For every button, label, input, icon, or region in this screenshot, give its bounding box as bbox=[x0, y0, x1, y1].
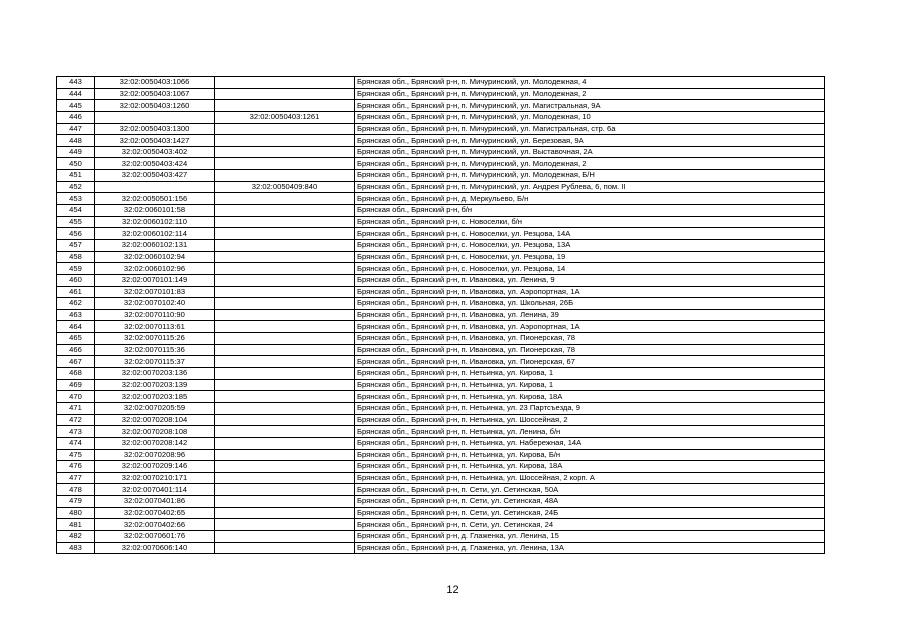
cadastral-number-cell: 32:02:0070401:114 bbox=[95, 484, 215, 496]
row-number-cell: 447 bbox=[57, 123, 95, 135]
cadastral-number-cell: 32:02:0050403:1427 bbox=[95, 135, 215, 147]
row-number-cell: 446 bbox=[57, 111, 95, 123]
table-row bbox=[57, 496, 825, 508]
cadastral-number-cell: 32:02:0060101:58 bbox=[95, 205, 215, 217]
address-cell: Брянская обл., Брянский р-н, п. Мичуринский, ул. Молодежная, Б/Н bbox=[355, 170, 825, 182]
address-cell: Брянская обл., Брянский р-н, п. Нетьинка, ул. Кирова, 1 bbox=[355, 379, 825, 391]
row-number-cell: 462 bbox=[57, 298, 95, 310]
address-cell: Брянская обл., Брянский р-н, п. Нетьинка, ул. Кирова, 1 bbox=[355, 368, 825, 380]
cadastral-number-cell bbox=[95, 111, 215, 123]
row-number-cell: 466 bbox=[57, 344, 95, 356]
row-number-cell: 478 bbox=[57, 484, 95, 496]
table-row bbox=[57, 77, 825, 89]
address-cell: Брянская обл., Брянский р-н, п. Ивановка, ул. Школьная, 26Б bbox=[355, 298, 825, 310]
cadastral-number-cell: 32:02:0070101:83 bbox=[95, 286, 215, 298]
cadastral-number-cell: 32:02:0070102:40 bbox=[95, 298, 215, 310]
cadastral-number-cell: 32:02:0070203:136 bbox=[95, 368, 215, 380]
cadastral-number-alt-cell bbox=[215, 239, 355, 251]
address-cell: Брянская обл., Брянский р-н, с. Новоселки, ул. Резцова, 14 bbox=[355, 263, 825, 275]
cadastral-number-cell: 32:02:0050501:156 bbox=[95, 193, 215, 205]
cadastral-number-alt-cell bbox=[215, 251, 355, 263]
address-cell: Брянская обл., Брянский р-н, п. Ивановка, ул. Аэропортная, 1А bbox=[355, 286, 825, 298]
address-cell: Брянская обл., Брянский р-н, п. Нетьинка, ул. Кирова, Б/н bbox=[355, 449, 825, 461]
address-cell: Брянская обл., Брянский р-н, д. Глаженка, ул. Ленина, 15 bbox=[355, 530, 825, 542]
row-number-cell: 449 bbox=[57, 146, 95, 158]
cadastral-number-alt-cell bbox=[215, 286, 355, 298]
row-number-cell: 454 bbox=[57, 205, 95, 217]
cadastral-number-alt-cell bbox=[215, 321, 355, 333]
address-cell: Брянская обл., Брянский р-н, д. Меркульево, Б/н bbox=[355, 193, 825, 205]
cadastral-number-alt-cell bbox=[215, 135, 355, 147]
row-number-cell: 471 bbox=[57, 402, 95, 414]
cadastral-number-alt-cell bbox=[215, 77, 355, 89]
table-row bbox=[57, 181, 825, 193]
row-number-cell: 448 bbox=[57, 135, 95, 147]
row-number-cell: 480 bbox=[57, 507, 95, 519]
address-cell: Брянская обл., Брянский р-н, с. Новоселки, ул. Резцова, 13А bbox=[355, 239, 825, 251]
row-number-cell: 477 bbox=[57, 472, 95, 484]
table-row bbox=[57, 461, 825, 473]
cadastral-number-alt-cell bbox=[215, 158, 355, 170]
cadastral-number-cell: 32:02:0050403:402 bbox=[95, 146, 215, 158]
table-row bbox=[57, 205, 825, 217]
cadastral-number-alt-cell: 32:02:0050409:840 bbox=[215, 181, 355, 193]
cadastral-number-alt-cell bbox=[215, 530, 355, 542]
table-row bbox=[57, 286, 825, 298]
table-row bbox=[57, 123, 825, 135]
address-cell: Брянская обл., Брянский р-н, п. Мичуринский, ул. Молодежная, 2 bbox=[355, 158, 825, 170]
cadastral-number-cell: 32:02:0050403:1066 bbox=[95, 77, 215, 89]
table-row bbox=[57, 530, 825, 542]
row-number-cell: 444 bbox=[57, 88, 95, 100]
row-number-cell: 450 bbox=[57, 158, 95, 170]
table-row bbox=[57, 414, 825, 426]
cadastral-number-cell: 32:02:0070115:26 bbox=[95, 333, 215, 345]
cadastral-number-alt-cell bbox=[215, 379, 355, 391]
address-cell: Брянская обл., Брянский р-н, п. Мичуринский, ул. Молодежная, 10 bbox=[355, 111, 825, 123]
table-row bbox=[57, 146, 825, 158]
cadastral-number-alt-cell bbox=[215, 344, 355, 356]
cadastral-number-cell: 32:02:0070101:149 bbox=[95, 274, 215, 286]
cadastral-number-alt-cell bbox=[215, 333, 355, 345]
table-row bbox=[57, 193, 825, 205]
cadastral-table-body bbox=[57, 77, 825, 554]
cadastral-number-alt-cell bbox=[215, 123, 355, 135]
cadastral-number-cell: 32:02:0070401:86 bbox=[95, 496, 215, 508]
address-cell: Брянская обл., Брянский р-н, п. Ивановка, ул. Пионерская, 78 bbox=[355, 344, 825, 356]
address-cell: Брянская обл., Брянский р-н, п. Мичуринский, ул. Молодежная, 4 bbox=[355, 77, 825, 89]
cadastral-number-alt-cell bbox=[215, 274, 355, 286]
address-cell: Брянская обл., Брянский р-н, с. Новоселки, ул. Резцова, 19 bbox=[355, 251, 825, 263]
table-row bbox=[57, 507, 825, 519]
cadastral-number-alt-cell bbox=[215, 449, 355, 461]
address-cell: Брянская обл., Брянский р-н, п. Мичуринский, ул. Магистральная, стр. 6а bbox=[355, 123, 825, 135]
row-number-cell: 481 bbox=[57, 519, 95, 531]
row-number-cell: 467 bbox=[57, 356, 95, 368]
table-row bbox=[57, 484, 825, 496]
cadastral-number-alt-cell bbox=[215, 263, 355, 275]
cadastral-number-cell: 32:02:0070203:185 bbox=[95, 391, 215, 403]
cadastral-number-alt-cell bbox=[215, 228, 355, 240]
row-number-cell: 461 bbox=[57, 286, 95, 298]
table-row bbox=[57, 216, 825, 228]
cadastral-number-alt-cell bbox=[215, 414, 355, 426]
cadastral-number-alt-cell bbox=[215, 496, 355, 508]
cadastral-number-alt-cell bbox=[215, 88, 355, 100]
row-number-cell: 474 bbox=[57, 437, 95, 449]
address-cell: Брянская обл., Брянский р-н, п. Нетьинка, ул. Кирова, 18А bbox=[355, 461, 825, 473]
row-number-cell: 458 bbox=[57, 251, 95, 263]
cadastral-number-cell: 32:02:0050403:1067 bbox=[95, 88, 215, 100]
cadastral-number-cell: 32:02:0070205:59 bbox=[95, 402, 215, 414]
cadastral-number-cell: 32:02:0050403:1260 bbox=[95, 100, 215, 112]
table-row bbox=[57, 135, 825, 147]
cadastral-number-cell bbox=[95, 181, 215, 193]
address-cell: Брянская обл., Брянский р-н, п. Сети, ул. Сетинская, 24Б bbox=[355, 507, 825, 519]
address-cell: Брянская обл., Брянский р-н, с. Новоселки, ул. Резцова, 14А bbox=[355, 228, 825, 240]
address-cell: Брянская обл., Брянский р-н, п. Ивановка, ул. Пионерская, 78 bbox=[355, 333, 825, 345]
address-cell: Брянская обл., Брянский р-н, п. Сети, ул. Сетинская, 50А bbox=[355, 484, 825, 496]
table-row bbox=[57, 368, 825, 380]
cadastral-number-alt-cell bbox=[215, 368, 355, 380]
cadastral-number-alt-cell bbox=[215, 391, 355, 403]
table-row bbox=[57, 379, 825, 391]
address-cell: Брянская обл., Брянский р-н, п. Мичуринский, ул. Андрея Рублева, 6, пом. II bbox=[355, 181, 825, 193]
cadastral-number-alt-cell bbox=[215, 507, 355, 519]
cadastral-number-cell: 32:02:0070210:171 bbox=[95, 472, 215, 484]
cadastral-number-cell: 32:02:0070208:96 bbox=[95, 449, 215, 461]
cadastral-number-cell: 32:02:0070606:140 bbox=[95, 542, 215, 554]
cadastral-number-alt-cell bbox=[215, 542, 355, 554]
table-row bbox=[57, 228, 825, 240]
row-number-cell: 460 bbox=[57, 274, 95, 286]
table-row bbox=[57, 542, 825, 554]
row-number-cell: 476 bbox=[57, 461, 95, 473]
address-cell: Брянская обл., Брянский р-н, п. Нетьинка, ул. Ленина, б/н bbox=[355, 426, 825, 438]
row-number-cell: 483 bbox=[57, 542, 95, 554]
table-row bbox=[57, 321, 825, 333]
cadastral-number-cell: 32:02:0070115:37 bbox=[95, 356, 215, 368]
table-row bbox=[57, 519, 825, 531]
table-row bbox=[57, 333, 825, 345]
address-cell: Брянская обл., Брянский р-н, п. Сети, ул. Сетинская, 48А bbox=[355, 496, 825, 508]
table-row bbox=[57, 158, 825, 170]
address-cell: Брянская обл., Брянский р-н, п. Нетьинка, ул. Набережная, 14А bbox=[355, 437, 825, 449]
row-number-cell: 468 bbox=[57, 368, 95, 380]
cadastral-number-alt-cell bbox=[215, 484, 355, 496]
table-row bbox=[57, 100, 825, 112]
address-cell: Брянская обл., Брянский р-н, п. Мичуринский, ул. Выставочная, 2А bbox=[355, 146, 825, 158]
cadastral-number-alt-cell bbox=[215, 426, 355, 438]
row-number-cell: 465 bbox=[57, 333, 95, 345]
table-row bbox=[57, 344, 825, 356]
cadastral-number-cell: 32:02:0060102:114 bbox=[95, 228, 215, 240]
cadastral-number-cell: 32:02:0070402:65 bbox=[95, 507, 215, 519]
cadastral-number-alt-cell bbox=[215, 461, 355, 473]
table-row bbox=[57, 426, 825, 438]
cadastral-number-cell: 32:02:0070208:142 bbox=[95, 437, 215, 449]
table-row bbox=[57, 170, 825, 182]
address-cell: Брянская обл., Брянский р-н, п. Нетьинка, ул. 23 Партсъезда, 9 bbox=[355, 402, 825, 414]
cadastral-number-alt-cell bbox=[215, 356, 355, 368]
cadastral-number-cell: 32:02:0070110:90 bbox=[95, 309, 215, 321]
row-number-cell: 457 bbox=[57, 239, 95, 251]
table-row bbox=[57, 239, 825, 251]
cadastral-number-cell: 32:02:0070208:108 bbox=[95, 426, 215, 438]
table-row bbox=[57, 274, 825, 286]
cadastral-number-cell: 32:02:0070113:61 bbox=[95, 321, 215, 333]
row-number-cell: 455 bbox=[57, 216, 95, 228]
cadastral-number-alt-cell bbox=[215, 298, 355, 310]
address-cell: Брянская обл., Брянский р-н, п. Ивановка, ул. Ленина, 9 bbox=[355, 274, 825, 286]
address-cell: Брянская обл., Брянский р-н, п. Ивановка, ул. Аэропортная, 1А bbox=[355, 321, 825, 333]
row-number-cell: 443 bbox=[57, 77, 95, 89]
cadastral-number-alt-cell bbox=[215, 402, 355, 414]
cadastral-number-cell: 32:02:0070203:139 bbox=[95, 379, 215, 391]
address-cell: Брянская обл., Брянский р-н, п. Мичуринский, ул. Магистральная, 9А bbox=[355, 100, 825, 112]
row-number-cell: 464 bbox=[57, 321, 95, 333]
address-cell: Брянская обл., Брянский р-н, с. Новоселки, б/н bbox=[355, 216, 825, 228]
address-cell: Брянская обл., Брянский р-н, п. Мичуринский, ул. Березовая, 9А bbox=[355, 135, 825, 147]
row-number-cell: 470 bbox=[57, 391, 95, 403]
table-row bbox=[57, 402, 825, 414]
row-number-cell: 473 bbox=[57, 426, 95, 438]
table-row bbox=[57, 298, 825, 310]
table-row bbox=[57, 309, 825, 321]
table-row bbox=[57, 449, 825, 461]
row-number-cell: 475 bbox=[57, 449, 95, 461]
table-row bbox=[57, 111, 825, 123]
cadastral-number-cell: 32:02:0070208:104 bbox=[95, 414, 215, 426]
row-number-cell: 451 bbox=[57, 170, 95, 182]
address-cell: Брянская обл., Брянский р-н, п. Ивановка, ул. Ленина, 39 bbox=[355, 309, 825, 321]
cadastral-number-cell: 32:02:0060102:96 bbox=[95, 263, 215, 275]
cadastral-number-alt-cell bbox=[215, 437, 355, 449]
address-cell: Брянская обл., Брянский р-н, п. Нетьинка, ул. Кирова, 18А bbox=[355, 391, 825, 403]
row-number-cell: 472 bbox=[57, 414, 95, 426]
cadastral-number-alt-cell bbox=[215, 472, 355, 484]
cadastral-number-cell: 32:02:0050403:424 bbox=[95, 158, 215, 170]
cadastral-number-cell: 32:02:0060102:110 bbox=[95, 216, 215, 228]
cadastral-number-cell: 32:02:0060102:94 bbox=[95, 251, 215, 263]
cadastral-number-cell: 32:02:0070601:76 bbox=[95, 530, 215, 542]
table-row bbox=[57, 251, 825, 263]
address-cell: Брянская обл., Брянский р-н, п. Мичуринский, ул. Молодежная, 2 bbox=[355, 88, 825, 100]
row-number-cell: 452 bbox=[57, 181, 95, 193]
address-cell: Брянская обл., Брянский р-н, д. Глаженка, ул. Ленина, 13А bbox=[355, 542, 825, 554]
cadastral-number-alt-cell bbox=[215, 216, 355, 228]
row-number-cell: 469 bbox=[57, 379, 95, 391]
cadastral-number-alt-cell bbox=[215, 146, 355, 158]
cadastral-number-cell: 32:02:0050403:1300 bbox=[95, 123, 215, 135]
address-cell: Брянская обл., Брянский р-н, п. Нетьинка, ул. Шоссейная, 2 bbox=[355, 414, 825, 426]
cadastral-number-alt-cell bbox=[215, 205, 355, 217]
cadastral-number-alt-cell: 32:02:0050403:1261 bbox=[215, 111, 355, 123]
cadastral-number-cell: 32:02:0060102:131 bbox=[95, 239, 215, 251]
row-number-cell: 463 bbox=[57, 309, 95, 321]
address-cell: Брянская обл., Брянский р-н, п. Сети, ул. Сетинская, 24 bbox=[355, 519, 825, 531]
row-number-cell: 456 bbox=[57, 228, 95, 240]
address-cell: Брянская обл., Брянский р-н, б/н bbox=[355, 205, 825, 217]
cadastral-number-alt-cell bbox=[215, 519, 355, 531]
row-number-cell: 479 bbox=[57, 496, 95, 508]
cadastral-number-alt-cell bbox=[215, 100, 355, 112]
cadastral-table bbox=[56, 76, 825, 554]
table-row bbox=[57, 263, 825, 275]
row-number-cell: 459 bbox=[57, 263, 95, 275]
cadastral-number-cell: 32:02:0070209:146 bbox=[95, 461, 215, 473]
table-row bbox=[57, 391, 825, 403]
cadastral-number-alt-cell bbox=[215, 170, 355, 182]
table-row bbox=[57, 472, 825, 484]
cadastral-number-cell: 32:02:0070402:66 bbox=[95, 519, 215, 531]
row-number-cell: 453 bbox=[57, 193, 95, 205]
table-row bbox=[57, 88, 825, 100]
row-number-cell: 482 bbox=[57, 530, 95, 542]
page-number: 12 bbox=[446, 584, 459, 596]
cadastral-number-alt-cell bbox=[215, 193, 355, 205]
cadastral-number-cell: 32:02:0050403:427 bbox=[95, 170, 215, 182]
table-row bbox=[57, 437, 825, 449]
address-cell: Брянская обл., Брянский р-н, п. Ивановка, ул. Пионерская, 67 bbox=[355, 356, 825, 368]
row-number-cell: 445 bbox=[57, 100, 95, 112]
cadastral-number-alt-cell bbox=[215, 309, 355, 321]
cadastral-number-cell: 32:02:0070115:36 bbox=[95, 344, 215, 356]
address-cell: Брянская обл., Брянский р-н, п. Нетьинка, ул. Шоссейная, 2 корп. А bbox=[355, 472, 825, 484]
table-row bbox=[57, 356, 825, 368]
